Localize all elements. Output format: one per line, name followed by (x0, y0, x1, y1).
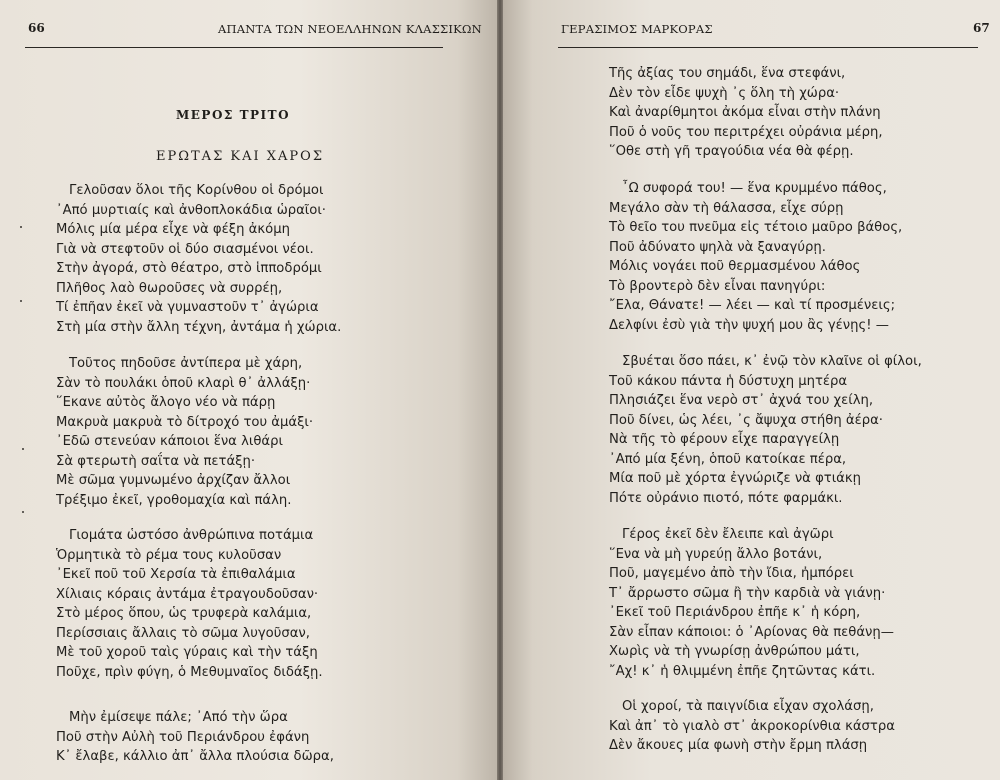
verse-line: ῎Ελα, Θάνατε! — λέει — καὶ τί προσμένεις; (609, 298, 896, 313)
verse-line: Μόλις μία μέρα εἶχε νὰ φέξη ἀκόμη (56, 222, 290, 237)
verse-line: Πλησιάζει ἕνα νερὸ στ᾿ ἀχνά του χείλη, (609, 393, 874, 408)
verse-line: Τῆς ἀξίας του σημάδι, ἕνα στεφάνι, (609, 66, 846, 81)
header-rule (25, 47, 443, 48)
stanza-4 (56, 708, 334, 767)
verse-line: Σὰ φτερωτὴ σαΐτα νὰ πετάξῃ· (56, 453, 256, 469)
verse-line: Σὰν εἶπαν κάποιοι: ὁ ᾿Αρίονας θὰ πεθάνῃ— (609, 624, 894, 640)
verse-line: Τοῦτος πηδοῦσε ἀντίπερα μὲ χάρη, (69, 356, 303, 371)
verse-line: ᾿Από μία ξένη, ὁποῦ κατοίκαε πέρα, (609, 451, 847, 467)
verse-line: Μὲ σῶμα γυμνωμένο ἀρχίζαν ἄλλοι (56, 473, 291, 488)
stanza-4 (609, 525, 894, 681)
verse-line: Χίλιαις κόραις ἀντάμα ἐτραγουδοῦσαν· (56, 586, 319, 602)
verse-line: ῞Εκανε αὐτὸς ἄλογο νέο νὰ πάρῃ (56, 395, 276, 410)
poem-title: ΕΡΩΤΑΣ ΚΑΙ ΧΑΡΟΣ (156, 149, 325, 164)
stanza-1 (56, 181, 341, 337)
verse-line: Μὴν ἐμίσεψε πάλε; ᾿Από τὴν ὥρα (69, 710, 288, 725)
verse-line: Τί ἐπῆαν ἐκεῖ νὰ γυμναστοῦν τ᾿ ἀγώρια (56, 300, 319, 315)
verse-line: Μὲ τοῦ χοροῦ ταὶς γύραις καὶ τὴν τάξη (56, 645, 318, 660)
verse-line: Γέρος ἐκεῖ δὲν ἔλειπε καὶ ἀγῶρι (622, 527, 834, 542)
verse-line: ᾿Από μυρτιαίς καὶ ἀνθοπλοκάδια ὡραῖοι· (56, 202, 326, 218)
stanza-2 (609, 179, 902, 335)
header-rule (558, 47, 978, 48)
verse-line: Καὶ ἀπ᾿ τὸ γιαλὸ στ᾿ ἀκροκορίνθια κάστρα (609, 718, 895, 734)
verse-line: ῞Οθε στὴ γῆ τραγούδια νέα θὰ φέρῃ. (609, 144, 854, 159)
margin-mark (20, 226, 22, 228)
verse-line: Μία ποῦ μὲ χόρτα ἐγνώριζε νὰ φτιάκῃ (609, 471, 861, 486)
verse-line: Ποῦ ὁ νοῦς του περιτρέχει οὐράνια μέρη, (609, 124, 883, 140)
margin-mark (20, 300, 22, 302)
verse-line: Τ᾿ ἄρρωστο σῶμα ἢ τὴν καρδιὰ νὰ γιάνῃ· (609, 585, 886, 601)
page-number: 66 (28, 21, 45, 35)
verse-line: ᾿Εδῶ στενεύαν κάποιοι ἕνα λιθάρι (56, 434, 283, 449)
verse-line: Κ᾿ ἔλαβε, κάλλιο ἀπ᾿ ἄλλα πλούσια δῶρα, (56, 749, 334, 764)
verse-line: Ὁρμητικὰ τὸ ρέμα τους κυλοῦσαν (56, 547, 282, 563)
running-head: ΑΠΑΝΤΑ ΤΩΝ ΝΕΟΕΛΛΗΝΩΝ ΚΛΑΣΣΙΚΩΝ (218, 22, 482, 36)
verse-line: Χωρὶς νὰ τὴ γνωρίσῃ ἀνθρώπου μάτι, (609, 644, 860, 659)
verse-line: Μόλις νογάει ποῦ θερμασμένου λάθος (609, 259, 861, 274)
verse-line: ᾿Εκεῖ ποῦ τοῦ Χερσία τὰ ἐπιθαλάμια (56, 567, 296, 582)
verse-line: Σὰν τὸ πουλάκι ὁποῦ κλαρὶ θ᾿ ἀλλάξῃ· (56, 375, 311, 391)
verse-line: ῞Ενα νὰ μὴ γυρεύῃ ἄλλο βοτάνι, (609, 546, 823, 562)
verse-line: ῎Αχ! κ᾿ ἡ θλιμμένη ἐπῆε ζητῶντας κάτι. (609, 663, 876, 679)
verse-line: Πότε οὐράνιο πιοτό, πότε φαρμάκι. (609, 490, 843, 506)
page-number: 67 (973, 21, 990, 35)
verse-line: Τὸ βροντερὸ δὲν εἶναι πανηγύρι: (609, 278, 826, 294)
verse-line: Πλῆθος λαὸ θωροῦσες νὰ συρρέῃ, (56, 280, 283, 296)
stanza-5 (609, 697, 895, 756)
verse-line: Μακρυὰ μακρυὰ τὸ δίτροχό του ἀμάξι· (56, 414, 314, 430)
verse-line: Στὴν ἀγορά, στὸ θέατρο, στὸ ἱπποδρόμι (56, 261, 322, 276)
verse-line: Δὲν ἄκουες μία φωνὴ στὴν ἔρμη πλάσῃ (609, 738, 868, 753)
margin-mark (22, 511, 24, 513)
verse-line: Μεγάλο σὰν τὴ θάλασσα, εἶχε σύρῃ (609, 200, 844, 216)
verse-line: Ποῦ στὴν Αὐλὴ τοῦ Περιάνδρου ἐφάνη (56, 729, 310, 745)
verse-line: Οἱ χοροί, τὰ παιγνίδια εἶχαν σχολάσῃ, (622, 699, 874, 714)
left-page (0, 0, 497, 780)
verse-line: Σβυέται ὅσο πάει, κ᾿ ἐνῷ τὸν κλαῖνε οἱ φίλοι, (622, 354, 922, 369)
verse-line: Ποῦ, μαγεμένο ἀπὸ τὴν ἴδια, ἠμπόρει (609, 566, 854, 581)
margin-mark (22, 448, 24, 450)
verse-line: Τρέξιμο ἐκεῖ, γροθομαχία καὶ πάλη. (56, 492, 292, 508)
verse-line: Ποῦ ἀδύνατο ψηλὰ νὰ ξαναγύρῃ. (609, 239, 826, 255)
verse-line: Καὶ ἀναρίθμητοι ἀκόμα εἶναι στὴν πλάνη (609, 105, 881, 120)
stanza-3 (56, 526, 323, 682)
running-head: ΓΕΡΑΣΙΜΟΣ ΜΑΡΚΟΡΑΣ (561, 22, 713, 36)
verse-line: ῏Ω συφορά του! — ἕνα κρυμμένο πάθος, (622, 181, 887, 196)
right-page (503, 0, 1000, 780)
verse-line: Στὴ μία στὴν ἄλλη τέχνη, ἀντάμα ἡ χώρια. (56, 319, 342, 335)
stanza-1 (609, 64, 883, 162)
verse-line: Στὸ μέρος ὅπου, ὡς τρυφερὰ καλάμια, (56, 606, 312, 621)
stanza-3 (609, 352, 922, 508)
verse-line: Γιομάτα ὡστόσο ἀνθρώπινα ποτάμια (69, 528, 314, 543)
section-title: ΜΕΡΟΣ ΤΡΙΤΟ (176, 108, 291, 122)
verse-line: Τοῦ κάκου πάντα ἡ δύστυχη μητέρα (609, 373, 848, 389)
verse-line: Γιὰ νὰ στεφτοῦν οἱ δύο σιασμένοι νέοι. (56, 241, 314, 257)
verse-line: Περίσσιαις ἄλλαις τὸ σῶμα λυγοῦσαν, (56, 625, 310, 641)
verse-line: Τὸ θεῖο του πνεῦμα εἰς τέτοιο μαῦρο βάθος, (609, 220, 903, 235)
verse-line: Νὰ τῆς τὸ φέρουν εἶχε παραγγείλῃ (609, 432, 840, 447)
verse-line: Ποῦχε, πρὶν φύγη, ὁ Μεθυμναῖος διδάξῃ. (56, 664, 323, 680)
verse-line: Γελοῦσαν ὅλοι τῆς Κορίνθου οἱ δρόμοι (69, 183, 324, 198)
stanza-2 (56, 354, 313, 510)
verse-line: ᾿Εκεῖ τοῦ Περιάνδρου ἐπῆε κ᾿ ἡ κόρη, (609, 605, 861, 620)
verse-line: Δελφίνι ἐσὺ γιὰ τὴν ψυχή μου ἂς γένῃς! — (609, 317, 889, 333)
verse-line: Δὲν τὸν εἶδε ψυχὴ ᾿ς ὅλη τὴ χώρα· (609, 85, 840, 101)
verse-line: Ποῦ δίνει, ὡς λέει, ᾿ς ἄψυχα στήθη ἀέρα· (609, 412, 883, 428)
